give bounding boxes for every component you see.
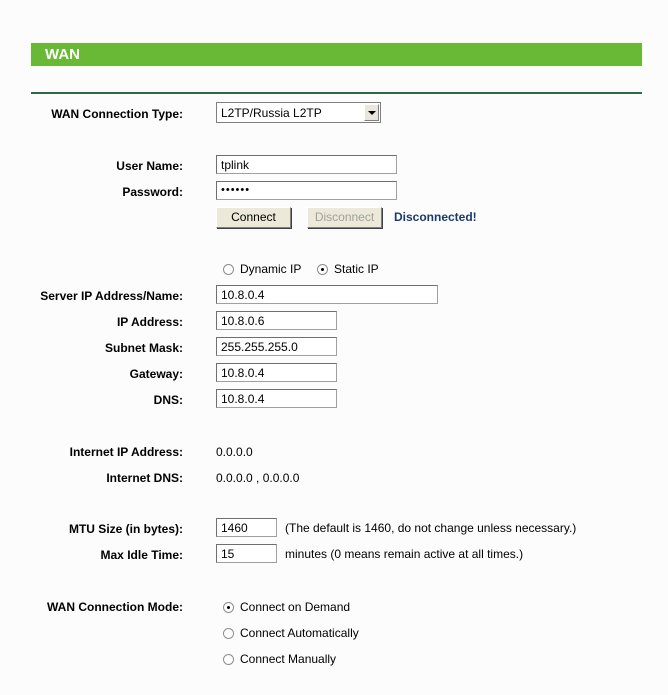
password-input[interactable]: •••••• bbox=[216, 181, 397, 200]
mtu-label: MTU Size (in bytes): bbox=[68, 522, 183, 536]
page-header: WAN bbox=[31, 43, 642, 66]
gateway-label: Gateway: bbox=[129, 367, 183, 381]
ip-address-input[interactable] bbox=[216, 311, 337, 330]
dns-label: DNS: bbox=[153, 393, 183, 407]
internet-dns-value: 0.0.0.0 , 0.0.0.0 bbox=[216, 471, 300, 485]
connection-status: Disconnected! bbox=[394, 210, 477, 224]
connect-on-demand-label: Connect on Demand bbox=[240, 600, 351, 614]
connect-automatically-radio[interactable] bbox=[223, 628, 234, 639]
mtu-input[interactable] bbox=[216, 518, 277, 537]
subnet-mask-input[interactable] bbox=[216, 337, 337, 356]
connect-automatically-label: Connect Automatically bbox=[240, 626, 359, 640]
gateway-input[interactable] bbox=[216, 363, 337, 382]
connect-button[interactable]: Connect bbox=[216, 207, 291, 228]
internet-ip-value: 0.0.0.0 bbox=[216, 445, 253, 459]
max-idle-input[interactable] bbox=[216, 544, 277, 563]
server-ip-input[interactable] bbox=[216, 285, 438, 304]
connect-manually-label: Connect Manually bbox=[240, 652, 337, 666]
dynamic-ip-label: Dynamic IP bbox=[240, 262, 302, 276]
internet-ip-label: Internet IP Address: bbox=[69, 445, 183, 459]
wan-connection-type-value: L2TP/Russia L2TP bbox=[221, 106, 322, 120]
dynamic-ip-radio[interactable] bbox=[223, 264, 234, 275]
static-ip-radio[interactable] bbox=[317, 264, 328, 275]
disconnect-button[interactable]: Disconnect bbox=[307, 207, 382, 228]
internet-dns-label: Internet DNS: bbox=[106, 471, 183, 485]
password-label: Password: bbox=[122, 185, 183, 199]
connect-on-demand-radio[interactable] bbox=[223, 602, 234, 613]
server-ip-label: Server IP Address/Name: bbox=[40, 289, 183, 303]
subnet-mask-label: Subnet Mask: bbox=[104, 341, 183, 355]
dns-input[interactable] bbox=[216, 389, 337, 408]
username-input[interactable] bbox=[216, 155, 397, 174]
ip-address-label: IP Address: bbox=[116, 315, 183, 329]
wan-connection-type-label: WAN Connection Type: bbox=[51, 107, 183, 121]
username-label: User Name: bbox=[116, 159, 183, 173]
wan-connection-type-select[interactable] bbox=[216, 102, 381, 123]
mtu-hint: (The default is 1460, do not change unless necessary.) bbox=[285, 521, 577, 535]
wan-connection-mode-label: WAN Connection Mode: bbox=[47, 600, 183, 614]
chevron-down-icon[interactable] bbox=[364, 104, 379, 121]
connect-manually-radio[interactable] bbox=[223, 654, 234, 665]
static-ip-label: Static IP bbox=[334, 262, 379, 276]
max-idle-label: Max Idle Time: bbox=[100, 548, 183, 562]
divider bbox=[31, 92, 642, 94]
max-idle-hint: minutes (0 means remain active at all times.) bbox=[285, 547, 524, 561]
